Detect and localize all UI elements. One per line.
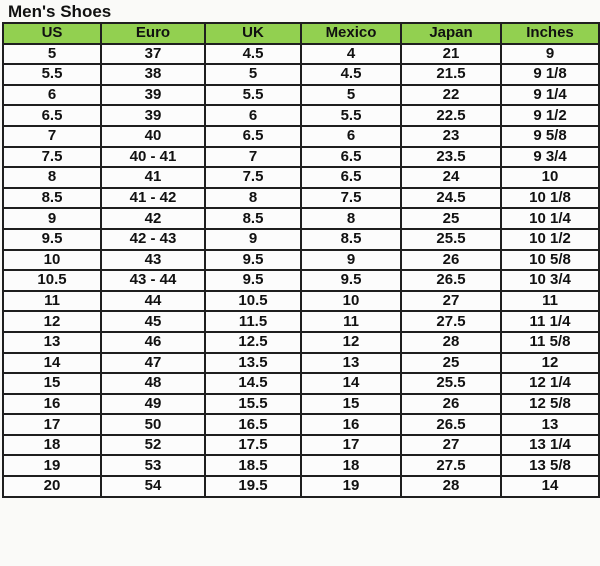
cell-uk: 12.5	[205, 332, 301, 353]
table-row	[3, 353, 599, 374]
cell-uk: 9.5	[205, 250, 301, 271]
cell-uk: 13.5	[205, 353, 301, 374]
cell-japan: 25	[401, 208, 501, 229]
cell-inches: 9 1/4	[501, 85, 599, 106]
cell-mexico: 6.5	[301, 167, 401, 188]
table-row	[3, 455, 599, 476]
cell-inches: 9 3/4	[501, 147, 599, 168]
cell-euro: 43	[101, 250, 205, 271]
cell-euro: 47	[101, 353, 205, 374]
cell-euro: 44	[101, 291, 205, 312]
cell-uk: 9	[205, 229, 301, 250]
cell-inches: 13 5/8	[501, 455, 599, 476]
table-row	[3, 435, 599, 456]
table-row	[3, 332, 599, 353]
cell-japan: 26.5	[401, 414, 501, 435]
cell-uk: 4.5	[205, 44, 301, 65]
cell-euro: 40 - 41	[101, 147, 205, 168]
cell-inches: 10 1/2	[501, 229, 599, 250]
cell-us: 10.5	[3, 270, 101, 291]
cell-japan: 22	[401, 85, 501, 106]
table-body	[3, 44, 599, 497]
cell-us: 18	[3, 435, 101, 456]
table-row	[3, 270, 599, 291]
cell-mexico: 14	[301, 373, 401, 394]
cell-us: 9.5	[3, 229, 101, 250]
cell-inches: 13	[501, 414, 599, 435]
cell-uk: 15.5	[205, 394, 301, 415]
cell-japan: 23.5	[401, 147, 501, 168]
cell-inches: 10 1/4	[501, 208, 599, 229]
cell-mexico: 18	[301, 455, 401, 476]
cell-us: 20	[3, 476, 101, 497]
table-row	[3, 414, 599, 435]
cell-inches: 9 1/8	[501, 64, 599, 85]
cell-japan: 26	[401, 394, 501, 415]
col-header-uk: UK	[205, 23, 301, 44]
cell-mexico: 9.5	[301, 270, 401, 291]
col-header-japan: Japan	[401, 23, 501, 44]
table-row	[3, 64, 599, 85]
cell-inches: 10 3/4	[501, 270, 599, 291]
cell-uk: 14.5	[205, 373, 301, 394]
col-header-mexico: Mexico	[301, 23, 401, 44]
cell-uk: 16.5	[205, 414, 301, 435]
page-title: Men's Shoes	[8, 2, 112, 21]
cell-us: 17	[3, 414, 101, 435]
cell-euro: 41	[101, 167, 205, 188]
cell-uk: 17.5	[205, 435, 301, 456]
cell-japan: 27.5	[401, 311, 501, 332]
cell-euro: 41 - 42	[101, 188, 205, 209]
table-row	[3, 394, 599, 415]
cell-inches: 14	[501, 476, 599, 497]
cell-japan: 25.5	[401, 229, 501, 250]
cell-uk: 8.5	[205, 208, 301, 229]
cell-euro: 50	[101, 414, 205, 435]
cell-japan: 22.5	[401, 105, 501, 126]
cell-japan: 26	[401, 250, 501, 271]
cell-japan: 24.5	[401, 188, 501, 209]
cell-mexico: 8.5	[301, 229, 401, 250]
table-row	[3, 229, 599, 250]
cell-uk: 6.5	[205, 126, 301, 147]
cell-us: 7.5	[3, 147, 101, 168]
cell-euro: 39	[101, 85, 205, 106]
cell-inches: 9	[501, 44, 599, 65]
cell-inches: 10 5/8	[501, 250, 599, 271]
cell-uk: 18.5	[205, 455, 301, 476]
cell-us: 14	[3, 353, 101, 374]
cell-us: 5	[3, 44, 101, 65]
cell-uk: 8	[205, 188, 301, 209]
table-row	[3, 147, 599, 168]
table-row	[3, 476, 599, 497]
cell-mexico: 12	[301, 332, 401, 353]
cell-mexico: 4	[301, 44, 401, 65]
table-row	[3, 167, 599, 188]
col-header-us: US	[3, 23, 101, 44]
table-row	[3, 311, 599, 332]
cell-euro: 49	[101, 394, 205, 415]
cell-uk: 7	[205, 147, 301, 168]
cell-mexico: 9	[301, 250, 401, 271]
cell-inches: 10	[501, 167, 599, 188]
cell-euro: 43 - 44	[101, 270, 205, 291]
cell-inches: 11 5/8	[501, 332, 599, 353]
cell-mexico: 13	[301, 353, 401, 374]
cell-us: 9	[3, 208, 101, 229]
cell-japan: 27.5	[401, 455, 501, 476]
cell-uk: 5	[205, 64, 301, 85]
cell-japan: 26.5	[401, 270, 501, 291]
cell-euro: 48	[101, 373, 205, 394]
table-row	[3, 291, 599, 312]
cell-euro: 53	[101, 455, 205, 476]
cell-mexico: 6.5	[301, 147, 401, 168]
cell-euro: 52	[101, 435, 205, 456]
cell-inches: 11 1/4	[501, 311, 599, 332]
cell-euro: 54	[101, 476, 205, 497]
cell-uk: 6	[205, 105, 301, 126]
cell-uk: 9.5	[205, 270, 301, 291]
table-row	[3, 105, 599, 126]
cell-us: 7	[3, 126, 101, 147]
cell-inches: 12	[501, 353, 599, 374]
cell-japan: 25.5	[401, 373, 501, 394]
col-header-euro: Euro	[101, 23, 205, 44]
cell-uk: 5.5	[205, 85, 301, 106]
cell-euro: 45	[101, 311, 205, 332]
cell-euro: 42	[101, 208, 205, 229]
cell-euro: 46	[101, 332, 205, 353]
cell-inches: 12 5/8	[501, 394, 599, 415]
cell-mexico: 10	[301, 291, 401, 312]
table-row	[3, 126, 599, 147]
cell-japan: 21	[401, 44, 501, 65]
cell-japan: 24	[401, 167, 501, 188]
cell-us: 13	[3, 332, 101, 353]
table-header	[3, 23, 599, 44]
cell-mexico: 8	[301, 208, 401, 229]
cell-euro: 42 - 43	[101, 229, 205, 250]
shoe-size-conversion-table	[2, 22, 600, 498]
cell-us: 16	[3, 394, 101, 415]
cell-us: 15	[3, 373, 101, 394]
cell-us: 6	[3, 85, 101, 106]
cell-inches: 11	[501, 291, 599, 312]
cell-us: 19	[3, 455, 101, 476]
cell-inches: 10 1/8	[501, 188, 599, 209]
cell-japan: 21.5	[401, 64, 501, 85]
cell-japan: 23	[401, 126, 501, 147]
cell-euro: 39	[101, 105, 205, 126]
cell-euro: 37	[101, 44, 205, 65]
cell-mexico: 5	[301, 85, 401, 106]
cell-mexico: 7.5	[301, 188, 401, 209]
cell-mexico: 19	[301, 476, 401, 497]
cell-euro: 38	[101, 64, 205, 85]
cell-japan: 27	[401, 435, 501, 456]
cell-us: 11	[3, 291, 101, 312]
cell-us: 6.5	[3, 105, 101, 126]
cell-mexico: 15	[301, 394, 401, 415]
cell-japan: 28	[401, 332, 501, 353]
cell-uk: 10.5	[205, 291, 301, 312]
cell-mexico: 6	[301, 126, 401, 147]
table-row	[3, 250, 599, 271]
cell-inches: 12 1/4	[501, 373, 599, 394]
cell-mexico: 16	[301, 414, 401, 435]
cell-uk: 11.5	[205, 311, 301, 332]
cell-mexico: 5.5	[301, 105, 401, 126]
cell-us: 8.5	[3, 188, 101, 209]
cell-japan: 28	[401, 476, 501, 497]
cell-mexico: 11	[301, 311, 401, 332]
col-header-inches: Inches	[501, 23, 599, 44]
cell-uk: 19.5	[205, 476, 301, 497]
cell-japan: 25	[401, 353, 501, 374]
cell-inches: 13 1/4	[501, 435, 599, 456]
cell-japan: 27	[401, 291, 501, 312]
cell-inches: 9 1/2	[501, 105, 599, 126]
table-row	[3, 208, 599, 229]
header-row	[3, 23, 599, 44]
cell-euro: 40	[101, 126, 205, 147]
table-row	[3, 188, 599, 209]
cell-mexico: 4.5	[301, 64, 401, 85]
table-row	[3, 85, 599, 106]
cell-us: 10	[3, 250, 101, 271]
cell-us: 12	[3, 311, 101, 332]
cell-mexico: 17	[301, 435, 401, 456]
cell-us: 8	[3, 167, 101, 188]
cell-uk: 7.5	[205, 167, 301, 188]
cell-inches: 9 5/8	[501, 126, 599, 147]
cell-us: 5.5	[3, 64, 101, 85]
table-row	[3, 373, 599, 394]
table-row	[3, 44, 599, 65]
